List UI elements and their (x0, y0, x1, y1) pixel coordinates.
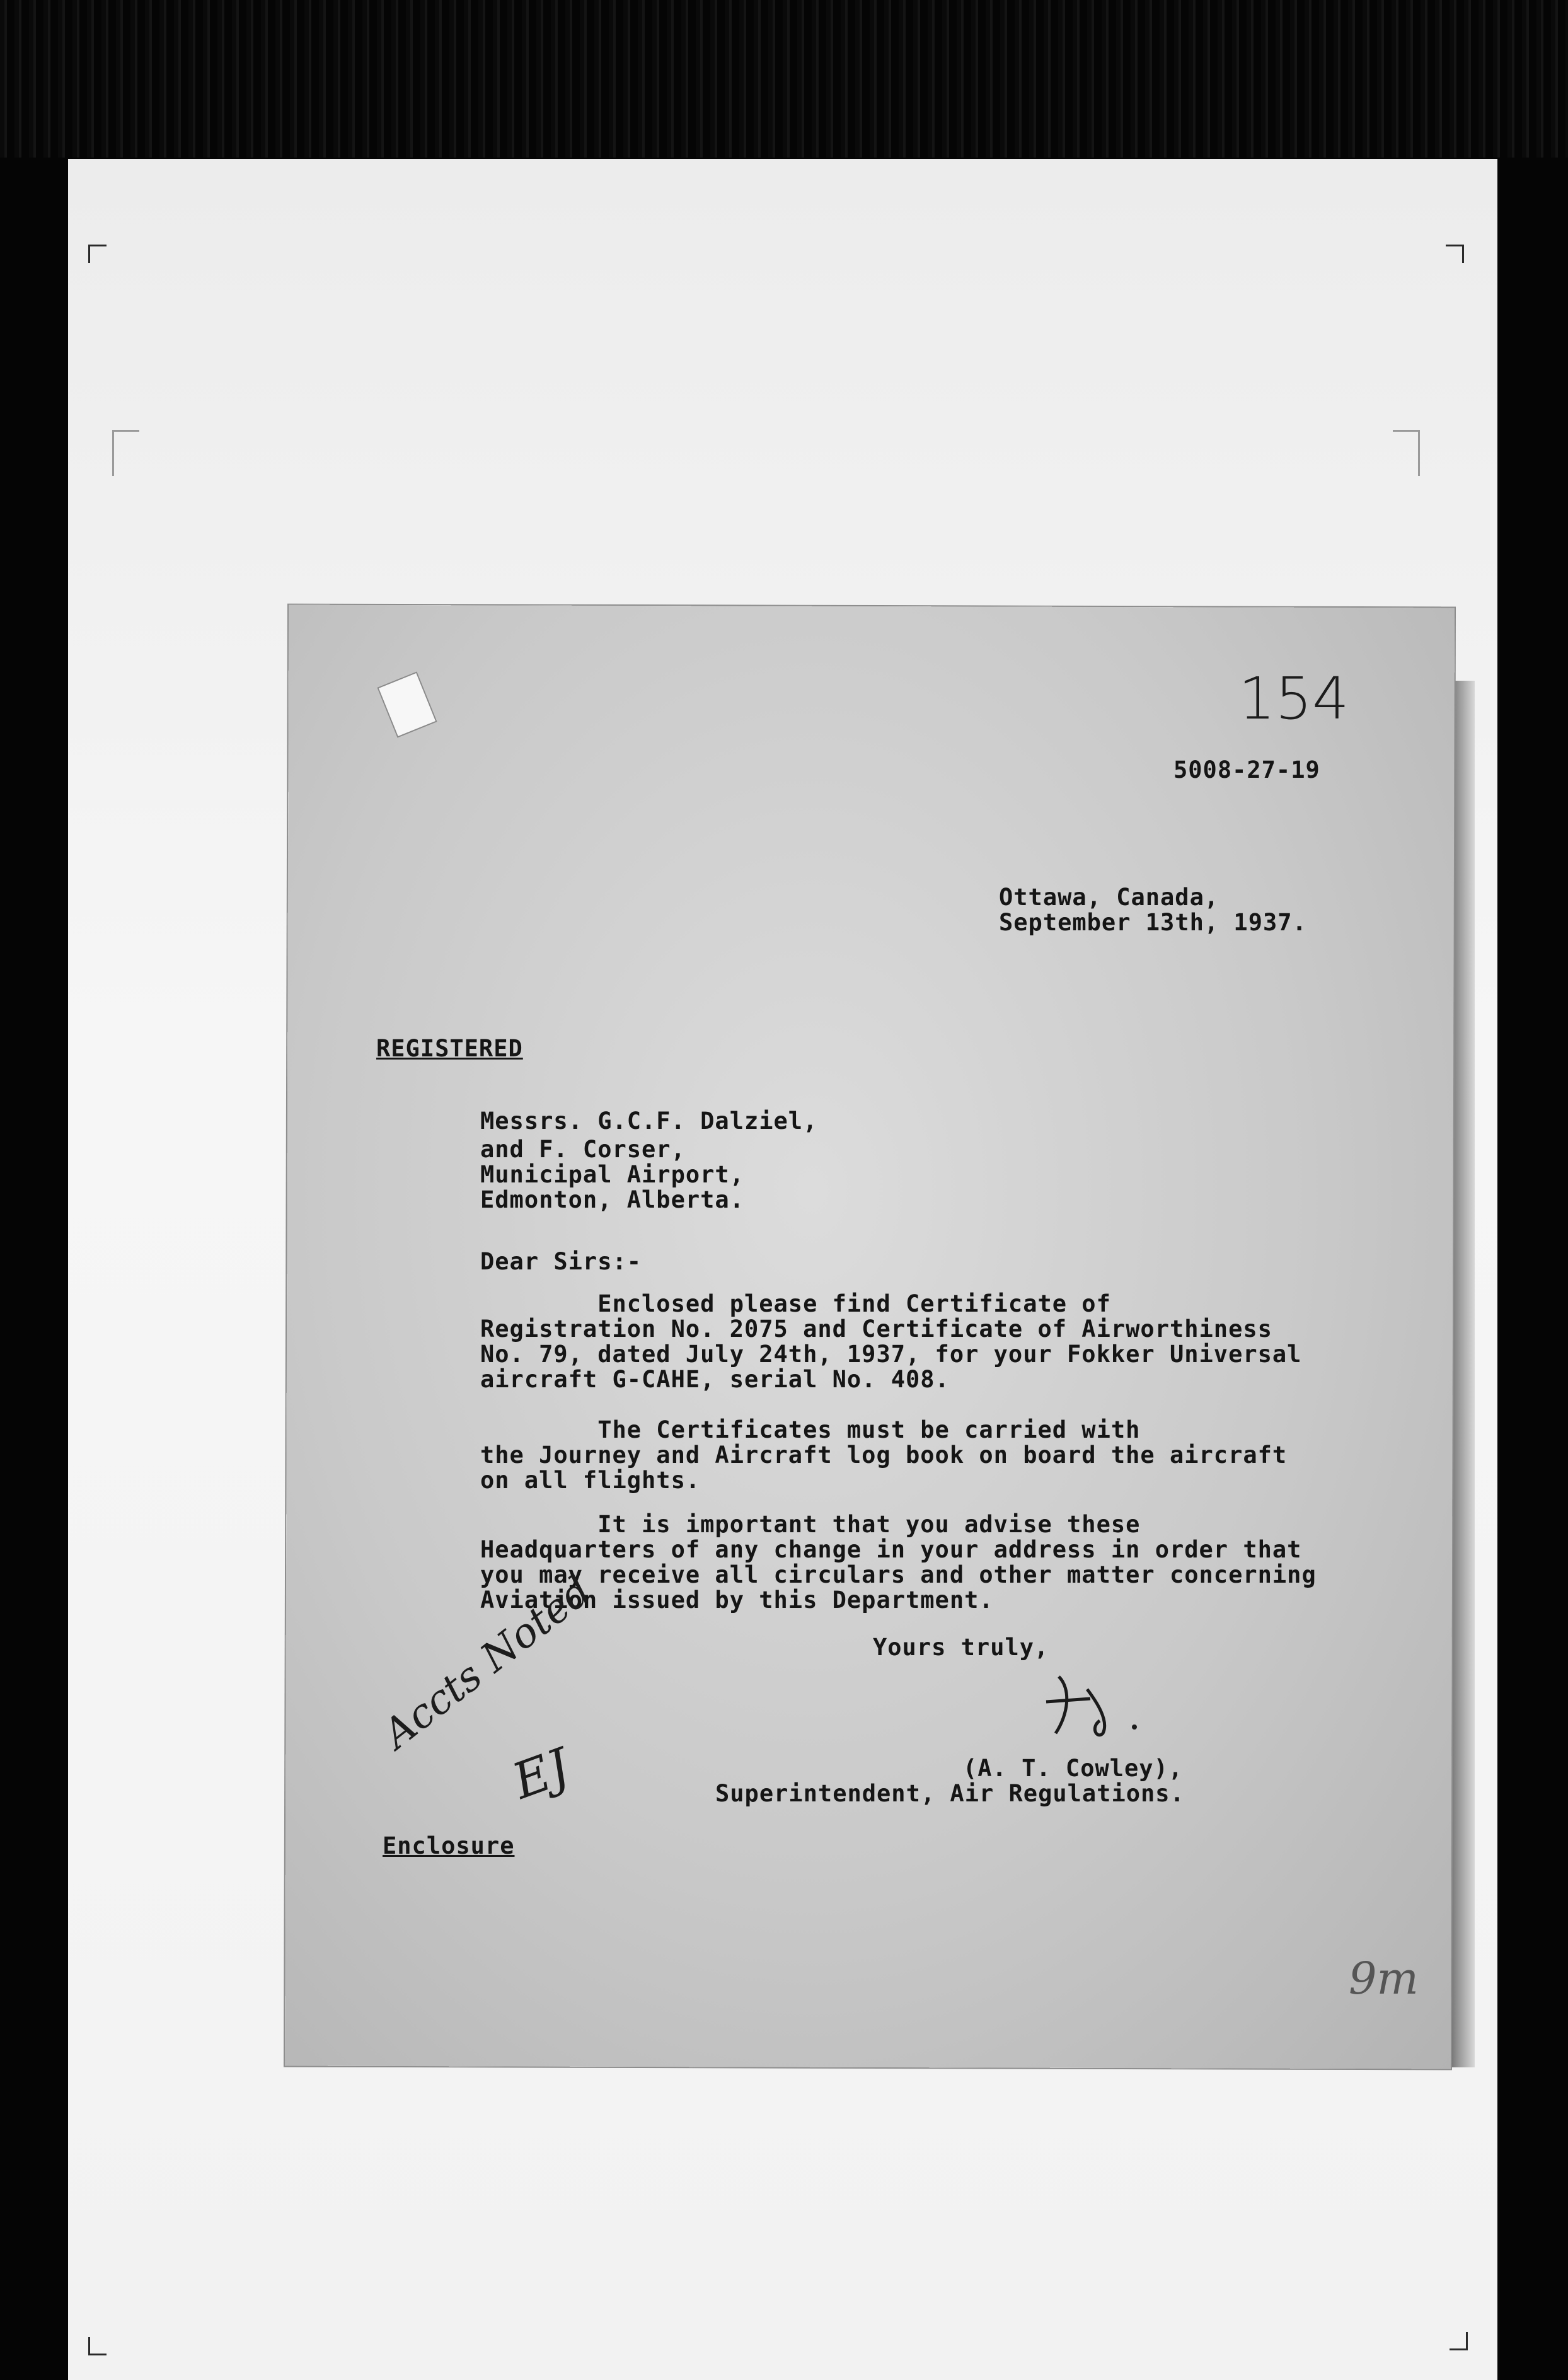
body-line: Aviation issued by this Department. (480, 1586, 994, 1614)
body-line: It is important that you advise these (480, 1511, 1141, 1538)
signatory-title: Superintendent, Air Regulations. (715, 1780, 1185, 1807)
body-line: Headquarters of any change in your address in order that (480, 1536, 1302, 1563)
folio-number: 154 (1238, 665, 1349, 732)
signature-mark (1034, 1664, 1160, 1752)
corner-mark: 9m (1349, 1953, 1419, 2004)
body-line: The Certificates must be carried with (480, 1416, 1141, 1443)
body-line: on all flights. (480, 1467, 701, 1494)
addressee-line: Municipal Airport, (480, 1161, 744, 1188)
body-line: you may receive all circulars and other matter concerning (480, 1561, 1317, 1588)
body-line: the Journey and Aircraft log book on board the aircraft (480, 1441, 1288, 1469)
body-line: aircraft G-CAHE, serial No. 408. (480, 1366, 950, 1393)
crop-mark-inner-left (112, 430, 139, 476)
handwritten-initials: EJ (505, 1738, 577, 1811)
file-number: 5008-27-19 (1173, 756, 1320, 783)
salutation: Dear Sirs:- (480, 1248, 642, 1275)
film-edge-noise (0, 0, 1568, 158)
crop-mark-top-left (88, 245, 107, 263)
closing: Yours truly, (873, 1634, 1049, 1661)
body-line: No. 79, dated July 24th, 1937, for your Fokker Universal (480, 1341, 1302, 1368)
registered-label: REGISTERED (376, 1035, 523, 1062)
handwritten-note: Accts Noted (374, 1567, 600, 1758)
enclosure-label: Enclosure (383, 1832, 515, 1859)
signatory-name: (A. T. Cowley), (963, 1755, 1184, 1782)
place-line: Ottawa, Canada, (999, 884, 1219, 911)
body-line: Enclosed please find Certificate of (480, 1290, 1111, 1317)
crop-mark-bottom-right (1450, 2332, 1468, 2350)
addressee-line: and F. Corser, (480, 1136, 686, 1163)
date-line: September 13th, 1937. (999, 909, 1307, 936)
body-line: Registration No. 2075 and Certificate of Airworthiness (480, 1315, 1272, 1343)
addressee-line: Edmonton, Alberta. (480, 1186, 744, 1213)
crop-mark-top-right (1446, 245, 1464, 263)
crop-mark-bottom-left (88, 2337, 107, 2355)
addressee-line: Messrs. G.C.F. Dalziel, (480, 1107, 818, 1135)
crop-mark-inner-right (1393, 430, 1420, 476)
